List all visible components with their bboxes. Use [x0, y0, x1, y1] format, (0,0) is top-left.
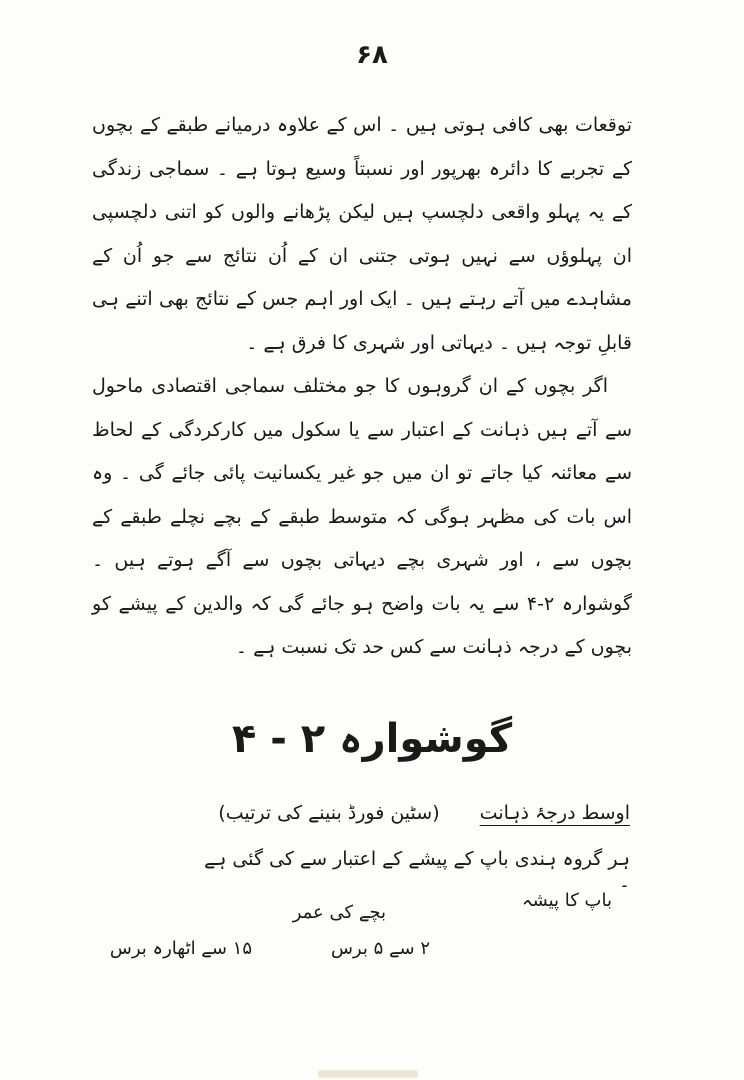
table-caption	[170, 798, 630, 828]
page-number: ۶۸	[356, 40, 388, 70]
age-cell-15-18: ۱۵ سے اٹھارہ برس	[109, 938, 252, 959]
caption-label: اوسط درجۂ ذہانت	[479, 802, 630, 824]
caption-paren: (سٹین فورڈ بنینے کی ترتیب)	[218, 802, 440, 824]
paragraph: توقعات بھی کافی ہوتی ہیں ۔ اس کے علاوہ درمیانے طبقے کے بچوں کے تجربے کا دائرہ بھرپور اور نسبتاً وسیع ہوتا ہے ۔ سماجی زندگی کے یہ پہلو واقعی دلچسپ ہیں لیکن پڑھانے والوں کو اتنی دلچسپی ان پہلوؤں سے نہیں ہوتی جتنی ان کے اُن نتائج سے جو اُن کے مشاہدے میں آتے رہتے ہیں ۔ ایک اور اہم جس کے نتائج بھی اتنے ہی قابلِ توجہ ہیں ۔ دیہاتی اور شہری کا فرق ہے ۔	[92, 114, 632, 354]
paragraph: اگر بچوں کے ان گروہوں کا جو مختلف سماجی اقتصادی ماحول سے آتے ہیں ذہانت کے اعتبار سے یا سکول میں کارکردگی کے لحاظ سے معائنہ کیا جاتے تو ان میں جو غیر یکسانیت پائی جائے گی ۔ وہ اس بات کی مظہر ہوگی کہ متوسط طبقے کے بچے نچلے طبقے کے بچوں سے ، اور شہری بچے دیہاتی بچوں سے آگے ہوتے ہیں ۔ گوشوارہ ۲-۴ سے یہ بات واضح ہو جائے گی کہ والدین کے پیشے کو بچوں کے درجہ ذہانت سے کس حد تک نسبت ہے ۔	[92, 375, 632, 658]
column-header-child-age: بچے کی عمر	[292, 902, 386, 923]
body-text	[92, 104, 632, 670]
table-caption-note: ہر گروہ ہندی باپ کے پیشے کے اعتبار سے کی گئی ہے ۔	[204, 848, 630, 892]
scan-artifact	[318, 1070, 418, 1078]
column-header-father-profession: باپ کا پیشہ	[522, 890, 612, 911]
age-cell-2-5: ۲ سے ۵ برس	[330, 938, 430, 959]
table-title: گوشوارہ ۲ - ۴	[231, 716, 513, 762]
